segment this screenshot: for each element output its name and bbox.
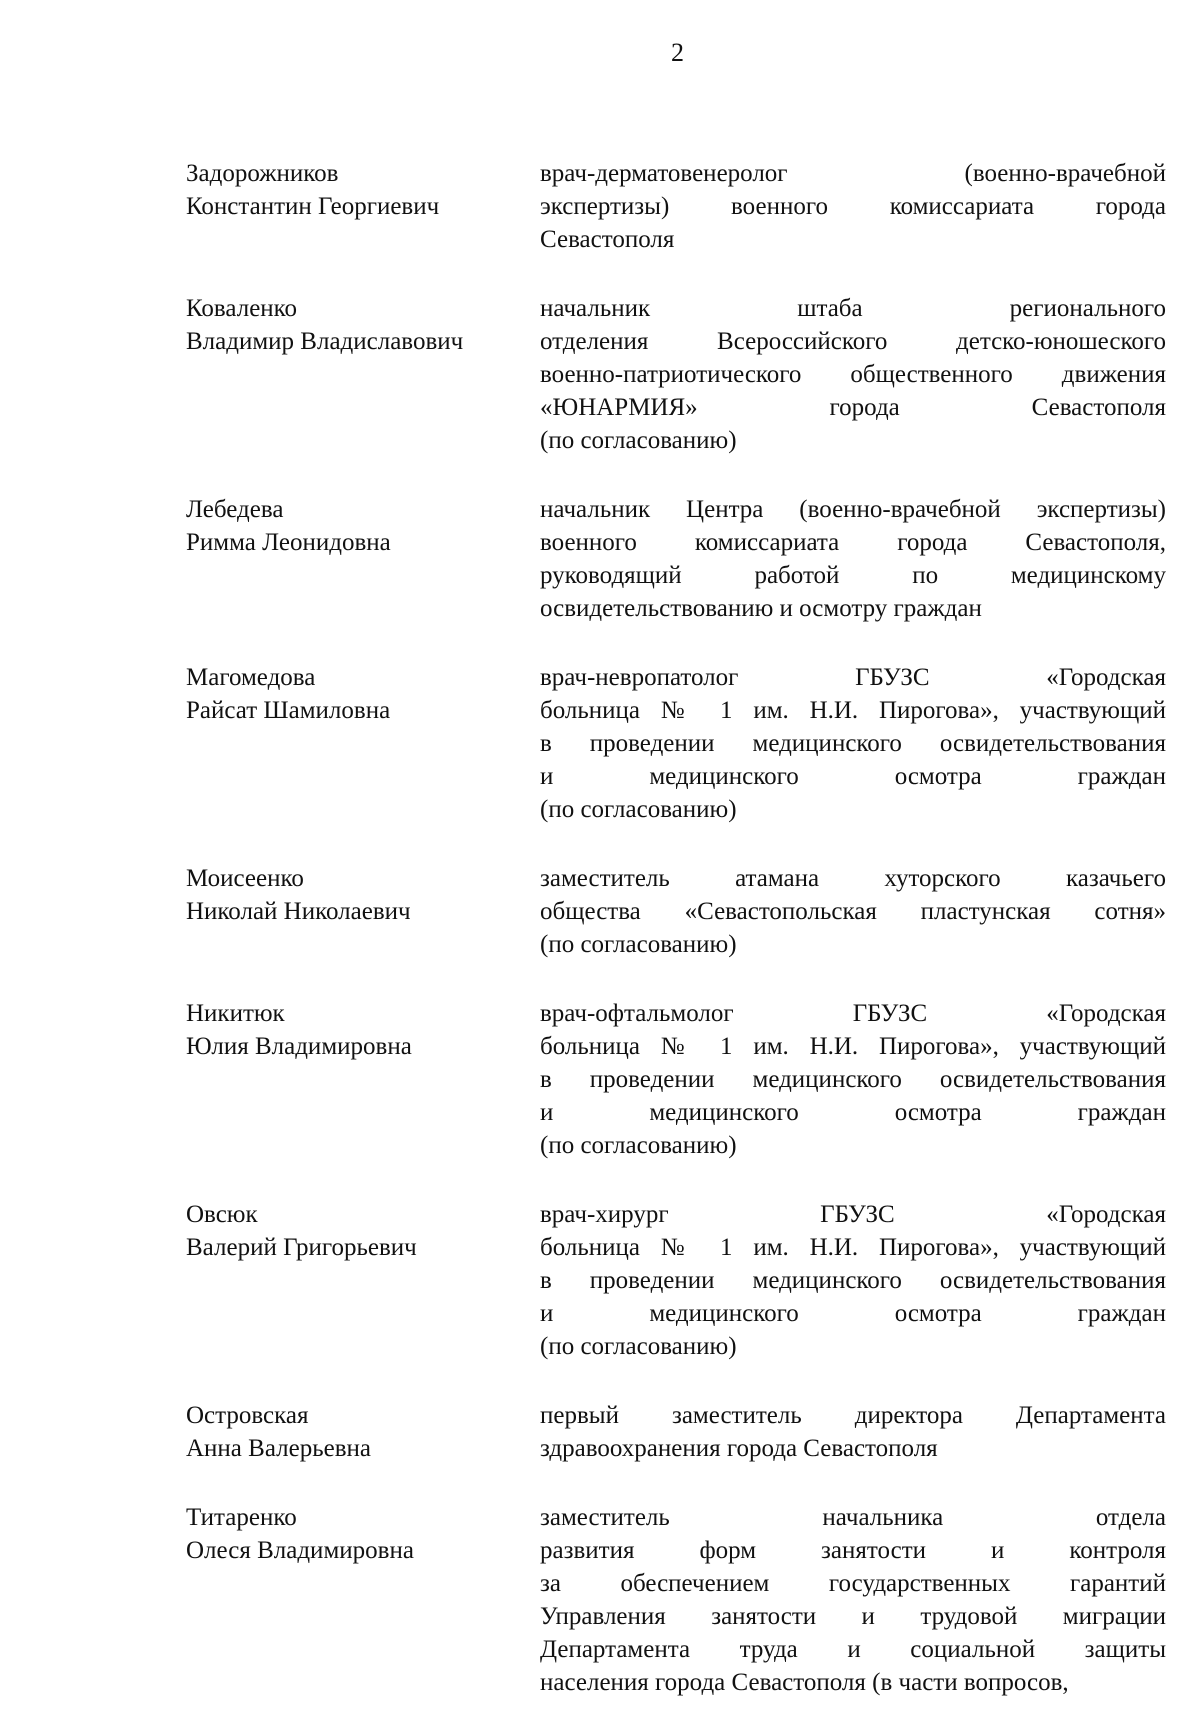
member-entry — [186, 493, 1166, 625]
position-line: населения города Севастополя (в части вопросов, — [540, 1669, 1069, 1696]
member-name — [186, 1198, 540, 1264]
page-number: 2 — [671, 38, 684, 67]
member-surname: Лебедева — [186, 496, 284, 523]
member-surname: Овсюк — [186, 1201, 258, 1228]
member-given-names: Олеся Владимировна — [186, 1537, 414, 1564]
position-line: врач-офтальмолог ГБУЗС «Городская — [540, 1000, 1166, 1027]
member-name — [186, 493, 540, 559]
member-entry — [186, 292, 1166, 457]
member-position — [540, 1501, 1166, 1699]
member-given-names: Райсат Шамиловна — [186, 697, 391, 724]
position-line: руководящий работой по медицинскому — [540, 562, 1166, 589]
position-line: отделения Всероссийского детско-юношеского — [540, 328, 1166, 355]
member-position — [540, 1198, 1166, 1363]
member-entry — [186, 1501, 1166, 1699]
position-line: начальник штаба регионального — [540, 295, 1166, 322]
member-surname: Островская — [186, 1402, 309, 1429]
position-line: заместитель атамана хуторского казачьего — [540, 865, 1166, 892]
member-name — [186, 292, 540, 358]
position-line: (по согласованию) — [540, 1333, 737, 1360]
commission-member-list — [186, 157, 1166, 1735]
position-line: больница № 1 им. Н.И. Пирогова», участвующий — [540, 1234, 1166, 1261]
member-given-names: Николай Николаевич — [186, 898, 411, 925]
member-surname: Магомедова — [186, 664, 316, 691]
member-name — [186, 1399, 540, 1465]
member-position — [540, 862, 1166, 961]
position-line: за обеспечением государственных гарантий — [540, 1570, 1166, 1597]
position-line: (по согласованию) — [540, 427, 737, 454]
member-name — [186, 1501, 540, 1567]
member-entry — [186, 862, 1166, 961]
member-position — [540, 661, 1166, 826]
member-entry — [186, 997, 1166, 1162]
position-line: начальник Центра (военно-врачебной экспертизы) — [540, 496, 1166, 523]
member-entry — [186, 157, 1166, 256]
position-line: в проведении медицинского освидетельствования — [540, 1267, 1166, 1294]
member-entry — [186, 1198, 1166, 1363]
position-line: больница № 1 им. Н.И. Пирогова», участвующий — [540, 697, 1166, 724]
member-name — [186, 157, 540, 223]
member-entry — [186, 661, 1166, 826]
member-surname: Моисеенко — [186, 865, 304, 892]
position-line: заместитель начальника отдела — [540, 1504, 1166, 1531]
position-line: (по согласованию) — [540, 1132, 737, 1159]
position-line: «ЮНАРМИЯ» города Севастополя — [540, 394, 1166, 421]
position-line: и медицинского осмотра граждан — [540, 1300, 1166, 1327]
position-line: Севастополя — [540, 226, 675, 253]
member-surname: Титаренко — [186, 1504, 297, 1531]
position-line: в проведении медицинского освидетельствования — [540, 1066, 1166, 1093]
position-line: военно-патриотического общественного движения — [540, 361, 1166, 388]
position-line: здравоохранения города Севастополя — [540, 1435, 938, 1462]
member-given-names: Владимир Владиславович — [186, 328, 464, 355]
position-line: развития форм занятости и контроля — [540, 1537, 1166, 1564]
position-line: и медицинского осмотра граждан — [540, 1099, 1166, 1126]
position-line: освидетельствованию и осмотру граждан — [540, 595, 982, 622]
member-name — [186, 997, 540, 1063]
position-line: больница № 1 им. Н.И. Пирогова», участвующий — [540, 1033, 1166, 1060]
member-position — [540, 292, 1166, 457]
position-line: врач-хирург ГБУЗС «Городская — [540, 1201, 1166, 1228]
position-line: экспертизы) военного комиссариата города — [540, 193, 1166, 220]
member-position — [540, 1399, 1166, 1465]
member-surname: Коваленко — [186, 295, 298, 322]
position-line: врач-невропатолог ГБУЗС «Городская — [540, 664, 1166, 691]
position-line: Департамента труда и социальной защиты — [540, 1636, 1166, 1663]
member-position — [540, 157, 1166, 256]
member-given-names: Валерий Григорьевич — [186, 1234, 417, 1261]
member-name — [186, 661, 540, 727]
member-surname: Никитюк — [186, 1000, 285, 1027]
position-line: и медицинского осмотра граждан — [540, 763, 1166, 790]
member-given-names: Юлия Владимировна — [186, 1033, 412, 1060]
member-given-names: Константин Георгиевич — [186, 193, 440, 220]
position-line: в проведении медицинского освидетельствования — [540, 730, 1166, 757]
member-position — [540, 997, 1166, 1162]
member-entry — [186, 1399, 1166, 1465]
position-line: военного комиссариата города Севастополя, — [540, 529, 1166, 556]
position-line: Управления занятости и трудовой миграции — [540, 1603, 1166, 1630]
position-line: первый заместитель директора Департамента — [540, 1402, 1166, 1429]
position-line: общества «Севастопольская пластунская сотня» — [540, 898, 1166, 925]
member-position — [540, 493, 1166, 625]
member-surname: Задорожников — [186, 160, 339, 187]
member-given-names: Римма Леонидовна — [186, 529, 391, 556]
position-line: (по согласованию) — [540, 931, 737, 958]
member-name — [186, 862, 540, 928]
member-given-names: Анна Валерьевна — [186, 1435, 371, 1462]
position-line: врач-дерматовенеролог (военно-врачебной — [540, 160, 1166, 187]
position-line: (по согласованию) — [540, 796, 737, 823]
